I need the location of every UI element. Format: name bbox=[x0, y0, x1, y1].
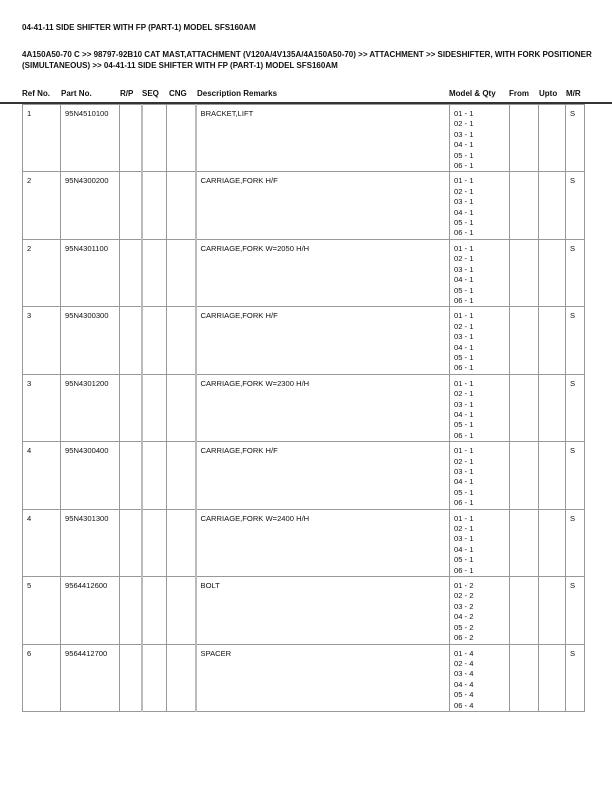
model-qty-line: 01 - 4 bbox=[454, 648, 474, 658]
model-qty-cell bbox=[450, 172, 510, 239]
ref-no-cell: 1 bbox=[23, 105, 61, 172]
ref-no-cell: 2 bbox=[23, 239, 61, 306]
from-cell bbox=[510, 577, 539, 644]
model-qty-line: 04 - 1 bbox=[454, 275, 474, 285]
rp-cell bbox=[120, 172, 142, 239]
model-qty-line: 06 - 1 bbox=[454, 161, 474, 171]
header-cng: CNG bbox=[169, 89, 187, 98]
mr-cell: S bbox=[566, 509, 585, 576]
mr-cell: S bbox=[566, 644, 585, 711]
description-cell: CARRIAGE,FORK W=2050 H/H bbox=[196, 239, 450, 306]
model-qty-line: 01 - 1 bbox=[454, 378, 474, 388]
model-qty-line: 03 - 1 bbox=[454, 129, 474, 139]
model-qty-line: 06 - 1 bbox=[454, 228, 474, 238]
ref-no-cell: 5 bbox=[23, 577, 61, 644]
mr-cell: S bbox=[566, 577, 585, 644]
ref-no-cell: 4 bbox=[23, 509, 61, 576]
table-row bbox=[23, 644, 585, 711]
description-cell: CARRIAGE,FORK W=2400 H/H bbox=[196, 509, 450, 576]
header-model-qty: Model & Qty bbox=[449, 89, 496, 98]
model-qty-cell bbox=[450, 105, 510, 172]
upto-cell bbox=[539, 239, 566, 306]
from-cell bbox=[510, 374, 539, 441]
model-qty-line: 03 - 1 bbox=[454, 197, 474, 207]
header-from: From bbox=[509, 89, 529, 98]
model-qty-line: 04 - 4 bbox=[454, 679, 474, 689]
seq-cell bbox=[142, 172, 167, 239]
rp-cell bbox=[120, 509, 142, 576]
cng-cell bbox=[167, 239, 196, 306]
model-qty-line: 05 - 4 bbox=[454, 690, 474, 700]
ref-no-cell: 4 bbox=[23, 442, 61, 509]
seq-cell bbox=[142, 374, 167, 441]
mr-cell: S bbox=[566, 172, 585, 239]
model-qty-line: 06 - 1 bbox=[454, 295, 474, 305]
model-qty-line: 04 - 1 bbox=[454, 544, 474, 554]
table-row bbox=[23, 172, 585, 239]
model-qty-line: 01 - 1 bbox=[454, 176, 474, 186]
model-qty-line: 04 - 2 bbox=[454, 612, 474, 622]
description-cell: CARRIAGE,FORK H/F bbox=[196, 307, 450, 374]
model-qty-line: 04 - 1 bbox=[454, 140, 474, 150]
upto-cell bbox=[539, 307, 566, 374]
rp-cell bbox=[120, 374, 142, 441]
ref-no-cell: 3 bbox=[23, 374, 61, 441]
model-qty-line: 06 - 1 bbox=[454, 430, 474, 440]
model-qty-cell bbox=[450, 577, 510, 644]
from-cell bbox=[510, 105, 539, 172]
model-qty-cell bbox=[450, 307, 510, 374]
model-qty-line: 03 - 1 bbox=[454, 534, 474, 544]
part-no-cell: 9564412700 bbox=[61, 644, 120, 711]
cng-cell bbox=[167, 307, 196, 374]
part-no-cell: 95N4301100 bbox=[61, 239, 120, 306]
from-cell bbox=[510, 172, 539, 239]
mr-cell: S bbox=[566, 442, 585, 509]
header-rp: R/P bbox=[120, 89, 134, 98]
cng-cell bbox=[167, 172, 196, 239]
cng-cell bbox=[167, 509, 196, 576]
model-qty-line: 04 - 1 bbox=[454, 477, 474, 487]
rp-cell bbox=[120, 239, 142, 306]
seq-cell bbox=[142, 307, 167, 374]
table-row bbox=[23, 105, 585, 172]
description-cell: CARRIAGE,FORK W=2300 H/H bbox=[196, 374, 450, 441]
model-qty-line: 02 - 1 bbox=[454, 524, 474, 534]
model-qty-line: 03 - 1 bbox=[454, 264, 474, 274]
model-qty-line: 04 - 1 bbox=[454, 342, 474, 352]
from-cell bbox=[510, 442, 539, 509]
cng-cell bbox=[167, 644, 196, 711]
cng-cell bbox=[167, 105, 196, 172]
upto-cell bbox=[539, 577, 566, 644]
model-qty-line: 02 - 2 bbox=[454, 591, 474, 601]
rp-cell bbox=[120, 644, 142, 711]
seq-cell bbox=[142, 509, 167, 576]
parts-table bbox=[22, 104, 585, 712]
model-qty-cell bbox=[450, 239, 510, 306]
part-no-cell: 95N4300400 bbox=[61, 442, 120, 509]
header-mr: M/R bbox=[566, 89, 581, 98]
model-qty-line: 05 - 1 bbox=[454, 285, 474, 295]
model-qty-line: 02 - 1 bbox=[454, 456, 474, 466]
upto-cell bbox=[539, 509, 566, 576]
model-qty-line: 06 - 2 bbox=[454, 633, 474, 643]
from-cell bbox=[510, 509, 539, 576]
model-qty-line: 03 - 1 bbox=[454, 332, 474, 342]
model-qty-line: 02 - 1 bbox=[454, 321, 474, 331]
upto-cell bbox=[539, 442, 566, 509]
model-qty-line: 01 - 2 bbox=[454, 581, 474, 591]
model-qty-line: 04 - 1 bbox=[454, 409, 474, 419]
cng-cell bbox=[167, 442, 196, 509]
rp-cell bbox=[120, 307, 142, 374]
upto-cell bbox=[539, 172, 566, 239]
model-qty-line: 01 - 1 bbox=[454, 243, 474, 253]
part-no-cell: 95N4300200 bbox=[61, 172, 120, 239]
table-row bbox=[23, 374, 585, 441]
table-row bbox=[23, 239, 585, 306]
page-title: 04-41-11 SIDE SHIFTER WITH FP (PART-1) MODEL SFS160AM bbox=[22, 23, 256, 32]
header-upto: Upto bbox=[539, 89, 558, 98]
parts-table-body bbox=[23, 105, 585, 712]
description-cell: BRACKET,LIFT bbox=[196, 105, 450, 172]
model-qty-line: 03 - 2 bbox=[454, 601, 474, 611]
cng-cell bbox=[167, 577, 196, 644]
model-qty-line: 04 - 1 bbox=[454, 207, 474, 217]
rp-cell bbox=[120, 442, 142, 509]
seq-cell bbox=[142, 239, 167, 306]
model-qty-line: 03 - 1 bbox=[454, 399, 474, 409]
part-no-cell: 9564412600 bbox=[61, 577, 120, 644]
header-part-no: Part No. bbox=[61, 89, 92, 98]
table-row bbox=[23, 509, 585, 576]
from-cell bbox=[510, 644, 539, 711]
from-cell bbox=[510, 307, 539, 374]
model-qty-line: 01 - 1 bbox=[454, 513, 474, 523]
model-qty-line: 01 - 1 bbox=[454, 446, 474, 456]
table-row bbox=[23, 577, 585, 644]
model-qty-cell bbox=[450, 644, 510, 711]
model-qty-cell bbox=[450, 509, 510, 576]
seq-cell bbox=[142, 577, 167, 644]
model-qty-line: 05 - 1 bbox=[454, 487, 474, 497]
model-qty-line: 02 - 1 bbox=[454, 186, 474, 196]
ref-no-cell: 3 bbox=[23, 307, 61, 374]
upto-cell bbox=[539, 105, 566, 172]
description-cell: BOLT bbox=[196, 577, 450, 644]
mr-cell: S bbox=[566, 105, 585, 172]
part-no-cell: 95N4301200 bbox=[61, 374, 120, 441]
model-qty-line: 06 - 4 bbox=[454, 700, 474, 710]
description-cell: SPACER bbox=[196, 644, 450, 711]
model-qty-line: 05 - 2 bbox=[454, 622, 474, 632]
model-qty-line: 05 - 1 bbox=[454, 555, 474, 565]
breadcrumb: 4A150A50-70 C >> 98797-92B10 CAT MAST,ATTACHMENT (V120A/4V135A/4A150A50-70) >> ATTACHMENT >> SIDESHIFTER, WITH FORK POSITIONER (SIMULTANEOUS) >> 04-41-11 SIDE SHIFTER WITH FP (PART-1) MODEL SFS160AM bbox=[22, 50, 592, 70]
part-no-cell: 95N4510100 bbox=[61, 105, 120, 172]
model-qty-line: 06 - 1 bbox=[454, 565, 474, 575]
model-qty-line: 02 - 1 bbox=[454, 254, 474, 264]
seq-cell bbox=[142, 644, 167, 711]
ref-no-cell: 2 bbox=[23, 172, 61, 239]
header-ref-no: Ref No. bbox=[22, 89, 50, 98]
model-qty-line: 02 - 1 bbox=[454, 119, 474, 129]
description-cell: CARRIAGE,FORK H/F bbox=[196, 172, 450, 239]
model-qty-line: 06 - 1 bbox=[454, 363, 474, 373]
model-qty-line: 06 - 1 bbox=[454, 498, 474, 508]
model-qty-line: 01 - 1 bbox=[454, 109, 474, 118]
rp-cell bbox=[120, 577, 142, 644]
mr-cell: S bbox=[566, 239, 585, 306]
model-qty-line: 05 - 1 bbox=[454, 218, 474, 228]
table-row bbox=[23, 307, 585, 374]
table-row bbox=[23, 442, 585, 509]
model-qty-line: 05 - 1 bbox=[454, 150, 474, 160]
model-qty-cell bbox=[450, 442, 510, 509]
part-no-cell: 95N4300300 bbox=[61, 307, 120, 374]
model-qty-cell bbox=[450, 374, 510, 441]
model-qty-line: 05 - 1 bbox=[454, 352, 474, 362]
model-qty-line: 03 - 4 bbox=[454, 669, 474, 679]
seq-cell bbox=[142, 442, 167, 509]
mr-cell: S bbox=[566, 374, 585, 441]
model-qty-line: 03 - 1 bbox=[454, 467, 474, 476]
from-cell bbox=[510, 239, 539, 306]
model-qty-line: 05 - 1 bbox=[454, 420, 474, 430]
rp-cell bbox=[120, 105, 142, 172]
mr-cell: S bbox=[566, 307, 585, 374]
upto-cell bbox=[539, 374, 566, 441]
model-qty-line: 02 - 1 bbox=[454, 389, 474, 399]
model-qty-line: 01 - 1 bbox=[454, 311, 474, 321]
cng-cell bbox=[167, 374, 196, 441]
description-cell: CARRIAGE,FORK H/F bbox=[196, 442, 450, 509]
part-no-cell: 95N4301300 bbox=[61, 509, 120, 576]
upto-cell bbox=[539, 644, 566, 711]
header-seq: SEQ bbox=[142, 89, 159, 98]
header-description: Description Remarks bbox=[197, 89, 278, 98]
ref-no-cell: 6 bbox=[23, 644, 61, 711]
seq-cell bbox=[142, 105, 167, 172]
model-qty-line: 02 - 4 bbox=[454, 658, 474, 668]
